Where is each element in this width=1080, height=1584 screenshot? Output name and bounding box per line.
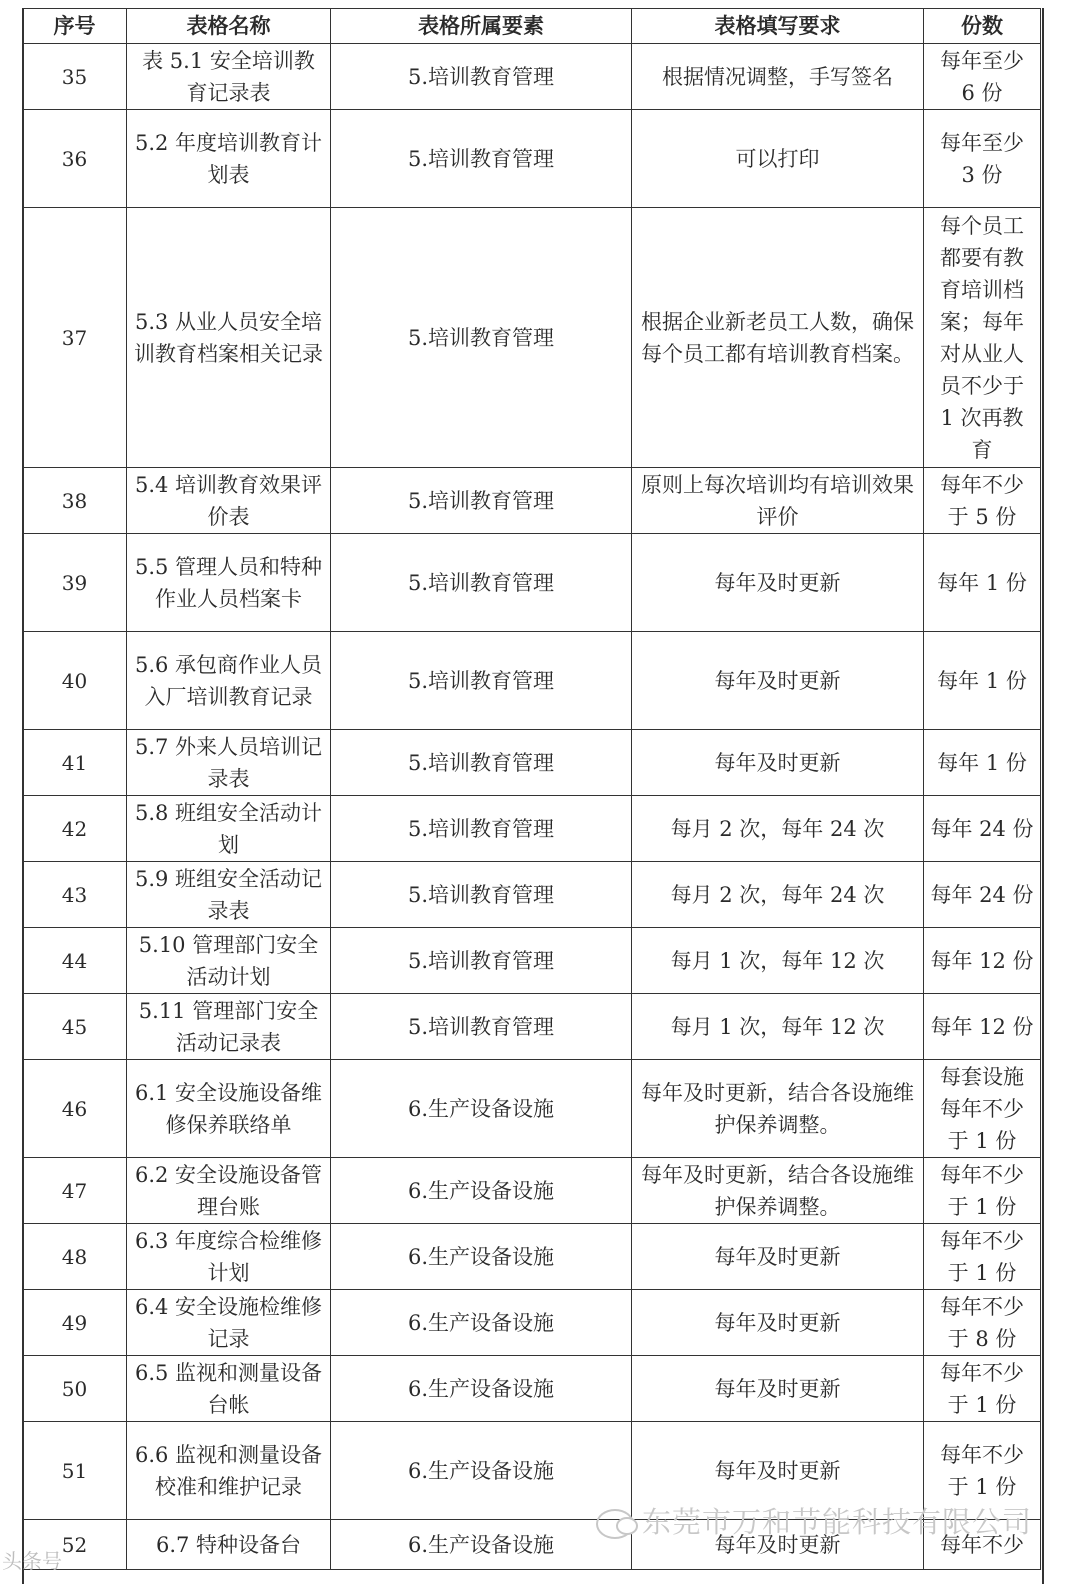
cell-form-name: 5.7 外来人员培训记录表 xyxy=(127,730,331,796)
cell-requirement: 每年及时更新 xyxy=(632,632,924,730)
cell-element: 5.培训教育管理 xyxy=(331,730,632,796)
company-watermark xyxy=(596,1500,1032,1541)
header-copies: 份数 xyxy=(924,9,1041,44)
table-row xyxy=(23,994,1041,1060)
cell-element: 5.培训教育管理 xyxy=(331,110,632,208)
table-row xyxy=(23,1290,1041,1356)
cell-form-name: 5.3 从业人员安全培训教育档案相关记录 xyxy=(127,208,331,468)
table-row xyxy=(23,928,1041,994)
cell-requirement: 可以打印 xyxy=(632,110,924,208)
cell-form-name: 5.6 承包商作业人员入厂培训教育记录 xyxy=(127,632,331,730)
cell-serial: 39 xyxy=(23,534,127,632)
cell-requirement: 每年及时更新 xyxy=(632,730,924,796)
cell-requirement: 每年及时更新，结合各设施维护保养调整。 xyxy=(632,1060,924,1158)
table-row xyxy=(23,44,1041,110)
header-serial: 序号 xyxy=(23,9,127,44)
cell-element: 5.培训教育管理 xyxy=(331,44,632,110)
wechat-icon xyxy=(596,1509,634,1539)
cell-form-name: 6.2 安全设施设备管理台账 xyxy=(127,1158,331,1224)
cell-serial: 41 xyxy=(23,730,127,796)
cell-form-name: 5.4 培训教育效果评价表 xyxy=(127,468,331,534)
cell-form-name: 5.5 管理人员和特种作业人员档案卡 xyxy=(127,534,331,632)
cell-form-name: 5.8 班组安全活动计划 xyxy=(127,796,331,862)
cell-copies: 每年至少 3 份 xyxy=(924,110,1041,208)
cell-serial: 37 xyxy=(23,208,127,468)
cell-serial: 35 xyxy=(23,44,127,110)
cell-element: 5.培训教育管理 xyxy=(331,862,632,928)
cell-copies: 每年 24 份 xyxy=(924,862,1041,928)
cell-copies: 每年不少于 5 份 xyxy=(924,468,1041,534)
cell-copies: 每年不少 xyxy=(924,1520,1041,1570)
header-form-name: 表格名称 xyxy=(127,9,331,44)
cell-serial: 42 xyxy=(23,796,127,862)
cell-form-name: 5.10 管理部门安全活动计划 xyxy=(127,928,331,994)
table-row xyxy=(23,468,1041,534)
table-row xyxy=(23,862,1041,928)
table-body xyxy=(23,44,1041,1570)
cell-serial: 50 xyxy=(23,1356,127,1422)
cell-form-name: 5.9 班组安全活动记录表 xyxy=(127,862,331,928)
cell-serial: 47 xyxy=(23,1158,127,1224)
cell-element: 6.生产设备设施 xyxy=(331,1290,632,1356)
cell-form-name: 6.1 安全设施设备维修保养联络单 xyxy=(127,1060,331,1158)
cell-element: 6.生产设备设施 xyxy=(331,1158,632,1224)
cell-element: 5.培训教育管理 xyxy=(331,534,632,632)
cell-requirement: 根据企业新老员工人数，确保每个员工都有培训教育档案。 xyxy=(632,208,924,468)
cell-serial: 40 xyxy=(23,632,127,730)
cell-serial: 44 xyxy=(23,928,127,994)
cell-requirement: 每年及时更新 xyxy=(632,1356,924,1422)
cell-form-name: 6.4 安全设施检维修记录 xyxy=(127,1290,331,1356)
cell-requirement: 每年及时更新 xyxy=(632,1520,924,1570)
cell-requirement: 每月 1 次，每年 12 次 xyxy=(632,994,924,1060)
cell-serial: 51 xyxy=(23,1422,127,1520)
header-element: 表格所属要素 xyxy=(331,9,632,44)
cell-serial: 43 xyxy=(23,862,127,928)
table-row xyxy=(23,1060,1041,1158)
cell-element: 5.培训教育管理 xyxy=(331,796,632,862)
cell-requirement: 每年及时更新 xyxy=(632,1224,924,1290)
cell-requirement: 每月 2 次，每年 24 次 xyxy=(632,796,924,862)
cell-copies: 每年 12 份 xyxy=(924,928,1041,994)
table-row xyxy=(23,632,1041,730)
table-row xyxy=(23,796,1041,862)
cell-element: 6.生产设备设施 xyxy=(331,1060,632,1158)
company-watermark-text: 东莞市万和节能科技有限公司 xyxy=(641,1505,1032,1539)
cell-form-name: 6.5 监视和测量设备台帐 xyxy=(127,1356,331,1422)
cell-requirement: 每年及时更新 xyxy=(632,1422,924,1520)
cell-element: 5.培训教育管理 xyxy=(331,468,632,534)
cell-requirement: 根据情况调整，手写签名 xyxy=(632,44,924,110)
cell-copies: 每年 1 份 xyxy=(924,632,1041,730)
cell-form-name: 表 5.1 安全培训教育记录表 xyxy=(127,44,331,110)
cell-element: 5.培训教育管理 xyxy=(331,208,632,468)
cell-copies: 每个员工都要有教育培训档案；每年对从业人员不少于 1 次再教育 xyxy=(924,208,1041,468)
table-row xyxy=(23,1356,1041,1422)
cell-copies: 每年 1 份 xyxy=(924,534,1041,632)
cell-serial: 36 xyxy=(23,110,127,208)
cell-form-name: 6.3 年度综合检维修计划 xyxy=(127,1224,331,1290)
cell-requirement: 每年及时更新 xyxy=(632,534,924,632)
cell-element: 6.生产设备设施 xyxy=(331,1422,632,1520)
cell-copies: 每年不少于 1 份 xyxy=(924,1158,1041,1224)
cell-serial: 45 xyxy=(23,994,127,1060)
cell-form-name: 6.6 监视和测量设备校准和维护记录 xyxy=(127,1422,331,1520)
cell-form-name: 5.11 管理部门安全活动记录表 xyxy=(127,994,331,1060)
cell-copies: 每年 24 份 xyxy=(924,796,1041,862)
cell-requirement: 每年及时更新，结合各设施维护保养调整。 xyxy=(632,1158,924,1224)
table-row xyxy=(23,534,1041,632)
cell-copies: 每年不少于 1 份 xyxy=(924,1224,1041,1290)
header-requirement: 表格填写要求 xyxy=(632,9,924,44)
cell-copies: 每套设施每年不少于 1 份 xyxy=(924,1060,1041,1158)
table-row xyxy=(23,208,1041,468)
cell-element: 5.培训教育管理 xyxy=(331,632,632,730)
cell-form-name: 6.7 特种设备台 xyxy=(127,1520,331,1570)
cell-requirement: 每月 1 次，每年 12 次 xyxy=(632,928,924,994)
cell-copies: 每年不少于 1 份 xyxy=(924,1356,1041,1422)
forms-table xyxy=(22,8,1041,1570)
cell-serial: 48 xyxy=(23,1224,127,1290)
cell-serial: 46 xyxy=(23,1060,127,1158)
cell-element: 6.生产设备设施 xyxy=(331,1520,632,1570)
cell-requirement: 每年及时更新 xyxy=(632,1290,924,1356)
corner-watermark: 头条号 xyxy=(2,1549,62,1573)
cell-serial: 52 xyxy=(23,1520,127,1570)
table-row xyxy=(23,730,1041,796)
cell-copies: 每年不少于 1 份 xyxy=(924,1422,1041,1520)
cell-form-name: 5.2 年度培训教育计划表 xyxy=(127,110,331,208)
cell-element: 5.培训教育管理 xyxy=(331,994,632,1060)
cell-requirement: 每月 2 次，每年 24 次 xyxy=(632,862,924,928)
table-row xyxy=(23,1158,1041,1224)
table-header-row xyxy=(23,9,1041,44)
table-row xyxy=(23,1224,1041,1290)
cell-copies: 每年 12 份 xyxy=(924,994,1041,1060)
cell-copies: 每年至少 6 份 xyxy=(924,44,1041,110)
cell-element: 6.生产设备设施 xyxy=(331,1356,632,1422)
cell-serial: 38 xyxy=(23,468,127,534)
cell-copies: 每年 1 份 xyxy=(924,730,1041,796)
cell-requirement: 原则上每次培训均有培训效果评价 xyxy=(632,468,924,534)
cell-serial: 49 xyxy=(23,1290,127,1356)
cell-element: 5.培训教育管理 xyxy=(331,928,632,994)
table-row xyxy=(23,110,1041,208)
cell-copies: 每年不少于 8 份 xyxy=(924,1290,1041,1356)
cell-element: 6.生产设备设施 xyxy=(331,1224,632,1290)
